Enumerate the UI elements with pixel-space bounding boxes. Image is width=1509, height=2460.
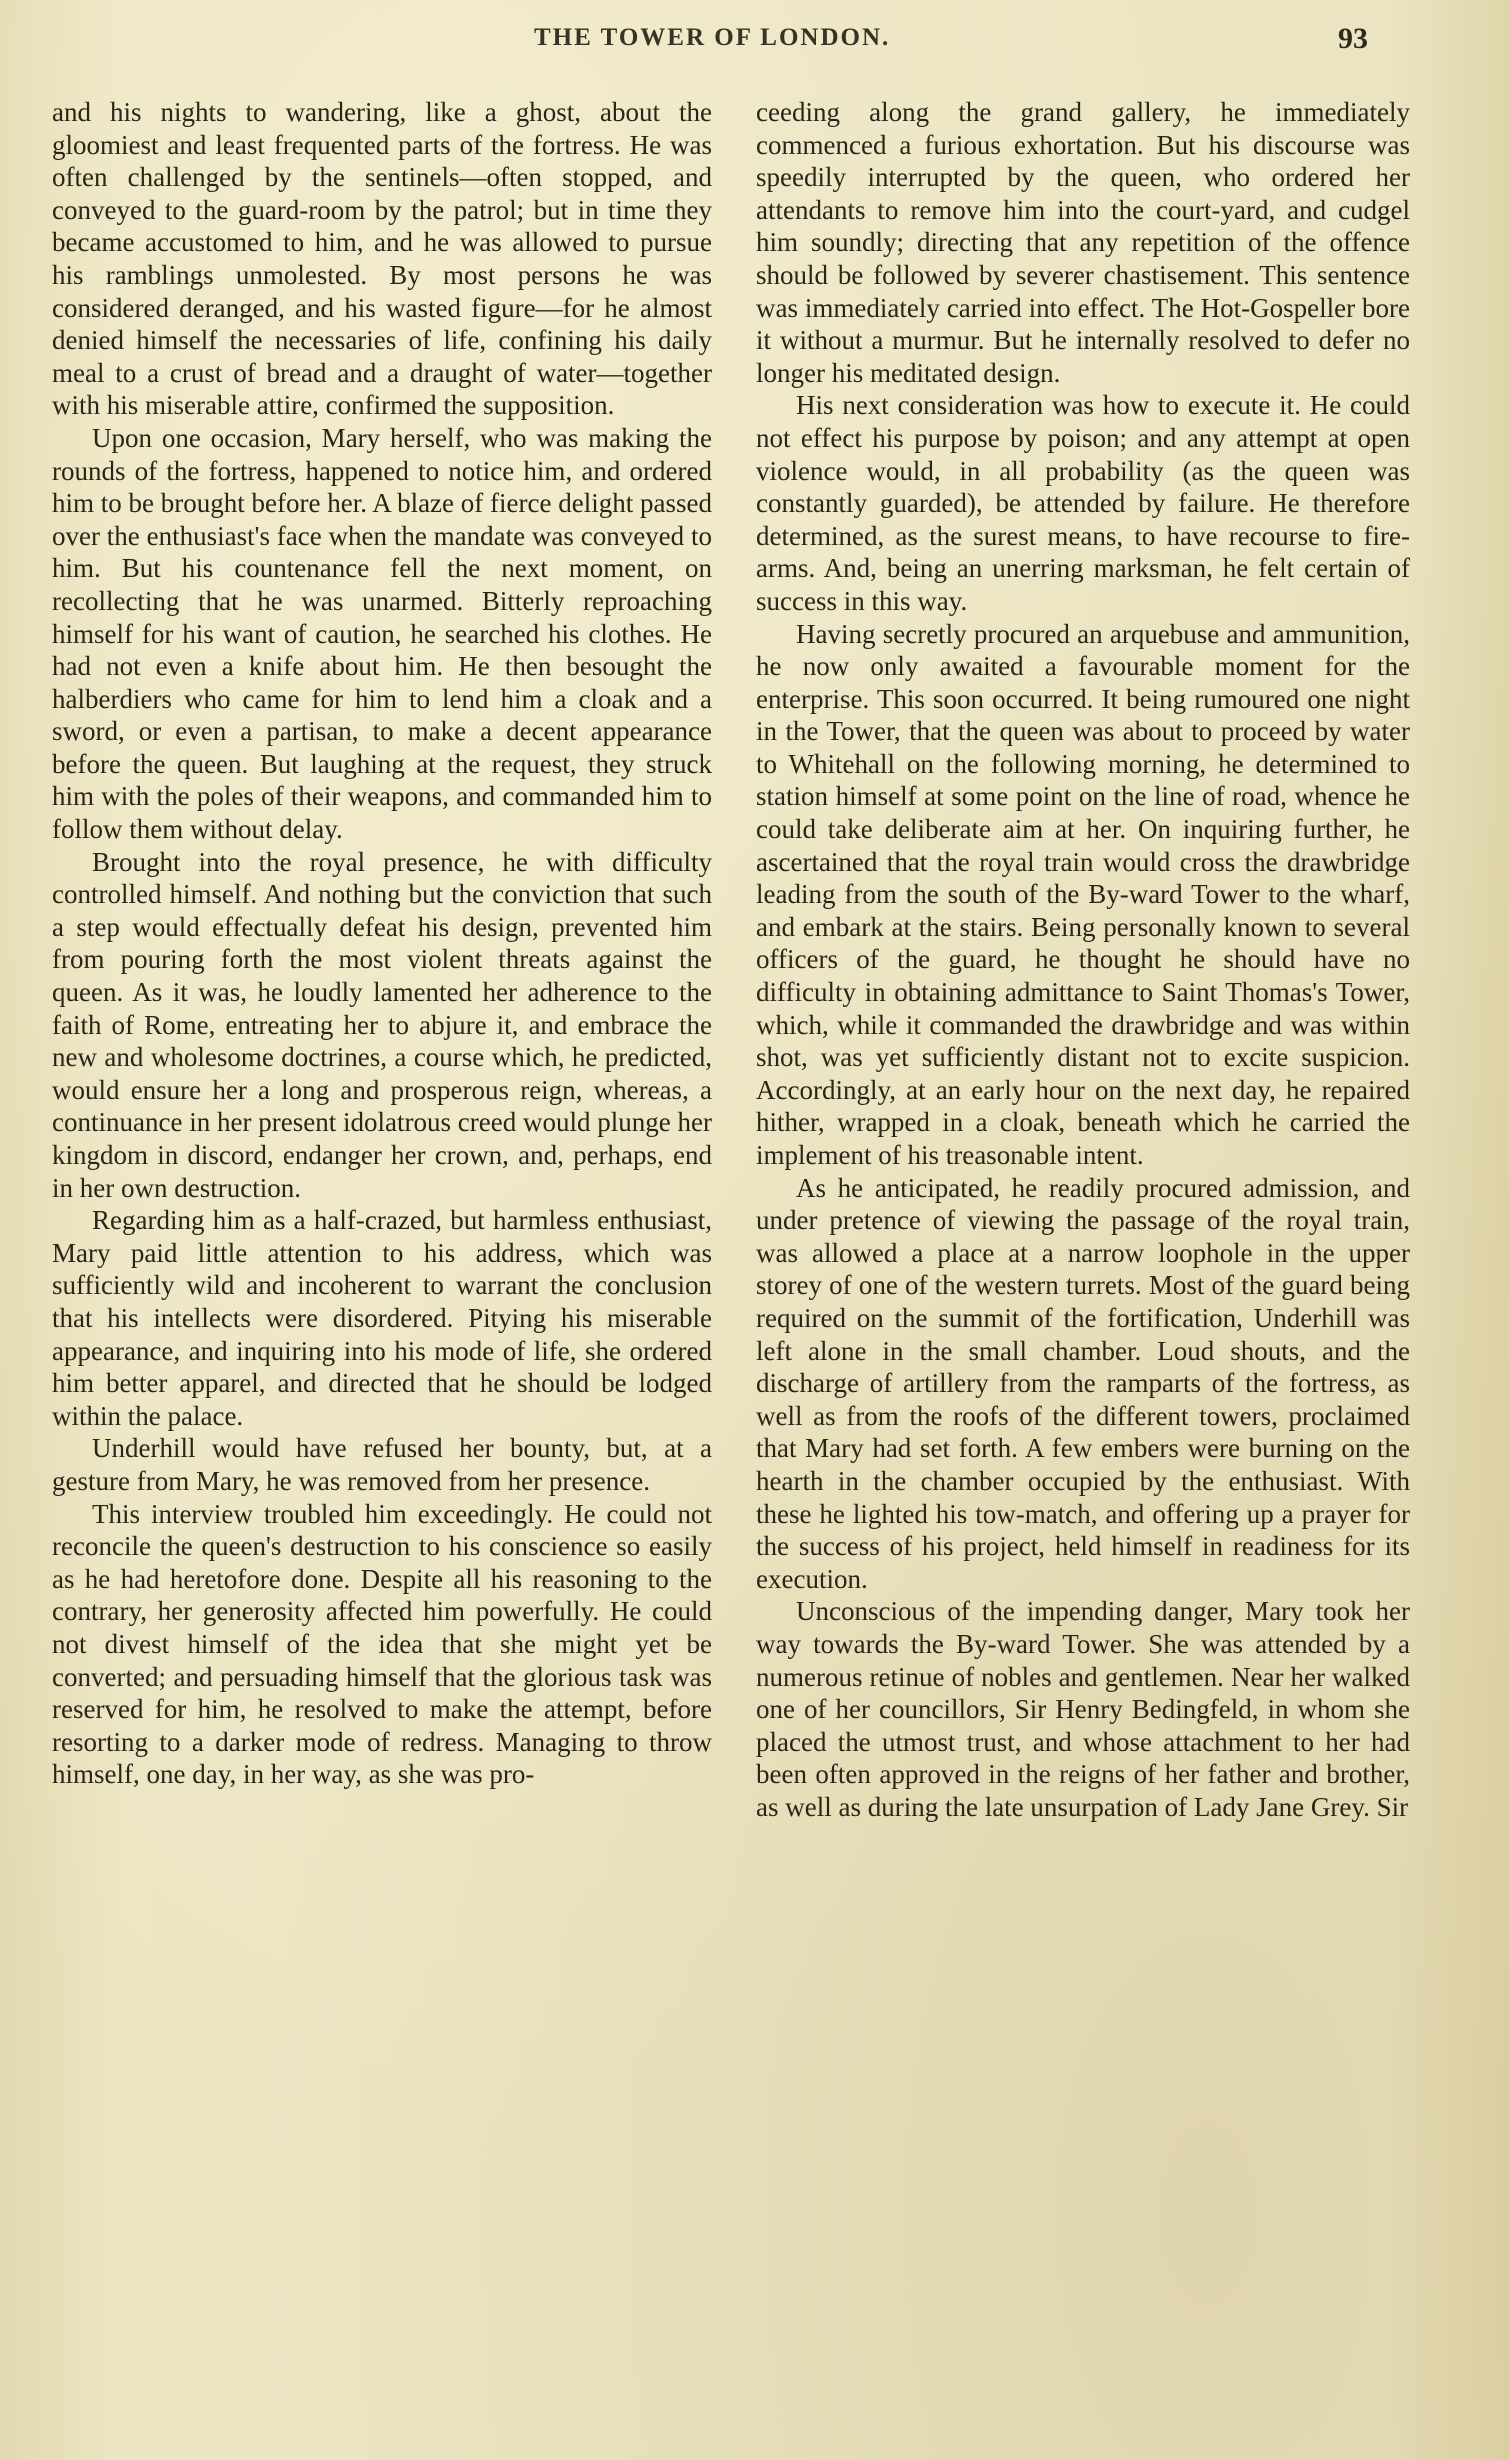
paragraph: and his nights to wandering, like a ghost, about the gloomiest and least frequented parts of the fortress. He was often challenged by the sentinels—often stopped, and conveyed to the guard-room by the patrol; but in time they became accustomed to him, and he was allowed to pursue his ramblings unmolested. By most persons he was considered deranged, and his wasted figure—for he almost denied himself the necessaries of life, confining his daily meal to a crust of bread and a draught of water—together with his miserable attire, confirmed the supposition. [52, 97, 712, 421]
left-column [52, 96, 712, 1791]
paragraph: Upon one occasion, Mary herself, who was making the rounds of the fortress, happened to notice him, and ordered him to be brought before her. A blaze of fierce delight passed over the enthusiast's face when the mandate was conveyed to him. But his countenance fell the next moment, on recollecting that he was unarmed. Bitterly reproaching himself for his want of caution, he searched his clothes. He had not even a knife about him. He then besought the halberdiers who came for him to lend him a cloak and a sword, or even a partisan, to make a decent appearance before the queen. But laughing at the request, they struck him with the poles of their weapons, and commanded him to follow them without delay. [52, 422, 712, 845]
right-column [756, 96, 1410, 1823]
paragraph: Underhill would have refused her bounty, but, at a gesture from Mary, he was removed from her presence. [52, 1433, 712, 1496]
paragraph: This interview troubled him exceedingly. He could not reconcile the queen's destruction to his conscience so easily as he had heretofore done. Despite all his reasoning to the contrary, her generosity affected him powerfully. He could not divest himself of the idea that she might yet be converted; and persuading himself that the glorious task was reserved for him, he resolved to make the attempt, before resorting to a darker mode of redress. Managing to throw himself, one day, in her way, as she was pro- [52, 1498, 712, 1790]
page-number: 93 [1338, 22, 1368, 55]
running-title: THE TOWER OF LONDON. [534, 24, 891, 51]
paragraph: Brought into the royal presence, he with difficulty controlled himself. And nothing but the conviction that such a step would effectually defeat his design, prevented him from pouring forth the most violent threats against the queen. As it was, he loudly lamented her adherence to the faith of Rome, entreating her to abjure it, and embrace the new and wholesome doctrines, a course which, he predicted, would ensure her a long and prosperous reign, whereas, a continuance in her present idolatrous creed would plunge her kingdom in discord, endanger her crown, and, perhaps, end in her own destruction. [52, 846, 712, 1203]
page-header [0, 24, 1509, 64]
paragraph: Unconscious of the impending danger, Mary took her way towards the By-ward Tower. She was attended by a numerous retinue of nobles and gentlemen. Near her walked one of her councillors, Sir Henry Bedingfeld, in whom she placed the utmost trust, and whose attachment to her had been often approved in the reigns of her father and brother, as well as during the late unsurpation of Lady Jane Grey. Sir [756, 1596, 1410, 1822]
paragraph: Having secretly procured an arquebuse and ammunition, he now only awaited a favourable moment for the enterprise. This soon occurred. It being rumoured one night in the Tower, that the queen was about to proceed by water to Whitehall on the following morning, he determined to station himself at some point on the line of road, whence he could take deliberate aim at her. On inquiring further, he ascertained that the royal train would cross the drawbridge leading from the south of the By-ward Tower to the wharf, and embark at the stairs. Being personally known to several officers of the guard, he thought he should have no difficulty in obtaining admittance to Saint Thomas's Tower, which, while it commanded the drawbridge and was within shot, was yet sufficiently distant not to excite suspicion. Accordingly, at an early hour on the next day, he repaired hither, wrapped in a cloak, beneath which he carried the implement of his treasonable intent. [756, 618, 1410, 1170]
paragraph: As he anticipated, he readily procured admission, and under pretence of viewing the passage of the royal train, was allowed a place at a narrow loophole in the upper storey of one of the western turrets. Most of the guard being required on the summit of the fortification, Underhill was left alone in the small chamber. Loud shouts, and the discharge of artillery from the ramparts of the fortress, as well as from the roofs of the different towers, proclaimed that Mary had set forth. A few embers were burning on the hearth in the chamber occupied by the enthusiast. With these he lighted his tow-match, and offering up a prayer for the success of his project, held himself in readiness for its execution. [756, 1172, 1410, 1594]
paragraph: ceeding along the grand gallery, he immediately commenced a furious exhortation. But his discourse was speedily interrupted by the queen, who ordered her attendants to remove him into the court-yard, and cudgel him soundly; directing that any repetition of the offence should be followed by severer chastisement. This sentence was immediately carried into effect. The Hot-Gospeller bore it without a murmur. But he internally resolved to defer no longer his meditated design. [756, 97, 1410, 388]
paragraph: His next consideration was how to execute it. He could not effect his purpose by poison; and any attempt at open violence would, in all probability (as the queen was constantly guarded), be attended by failure. He therefore determined, as the surest means, to have recourse to fire-arms. And, being an unerring marksman, he felt certain of success in this way. [756, 390, 1410, 616]
paragraph: Regarding him as a half-crazed, but harmless enthusiast, Mary paid little attention to his address, which was sufficiently wild and incoherent to warrant the conclusion that his intellects were disordered. Pitying his miserable appearance, and inquiring into his mode of life, she ordered him better apparel, and directed that he should be lodged within the palace. [52, 1205, 712, 1431]
